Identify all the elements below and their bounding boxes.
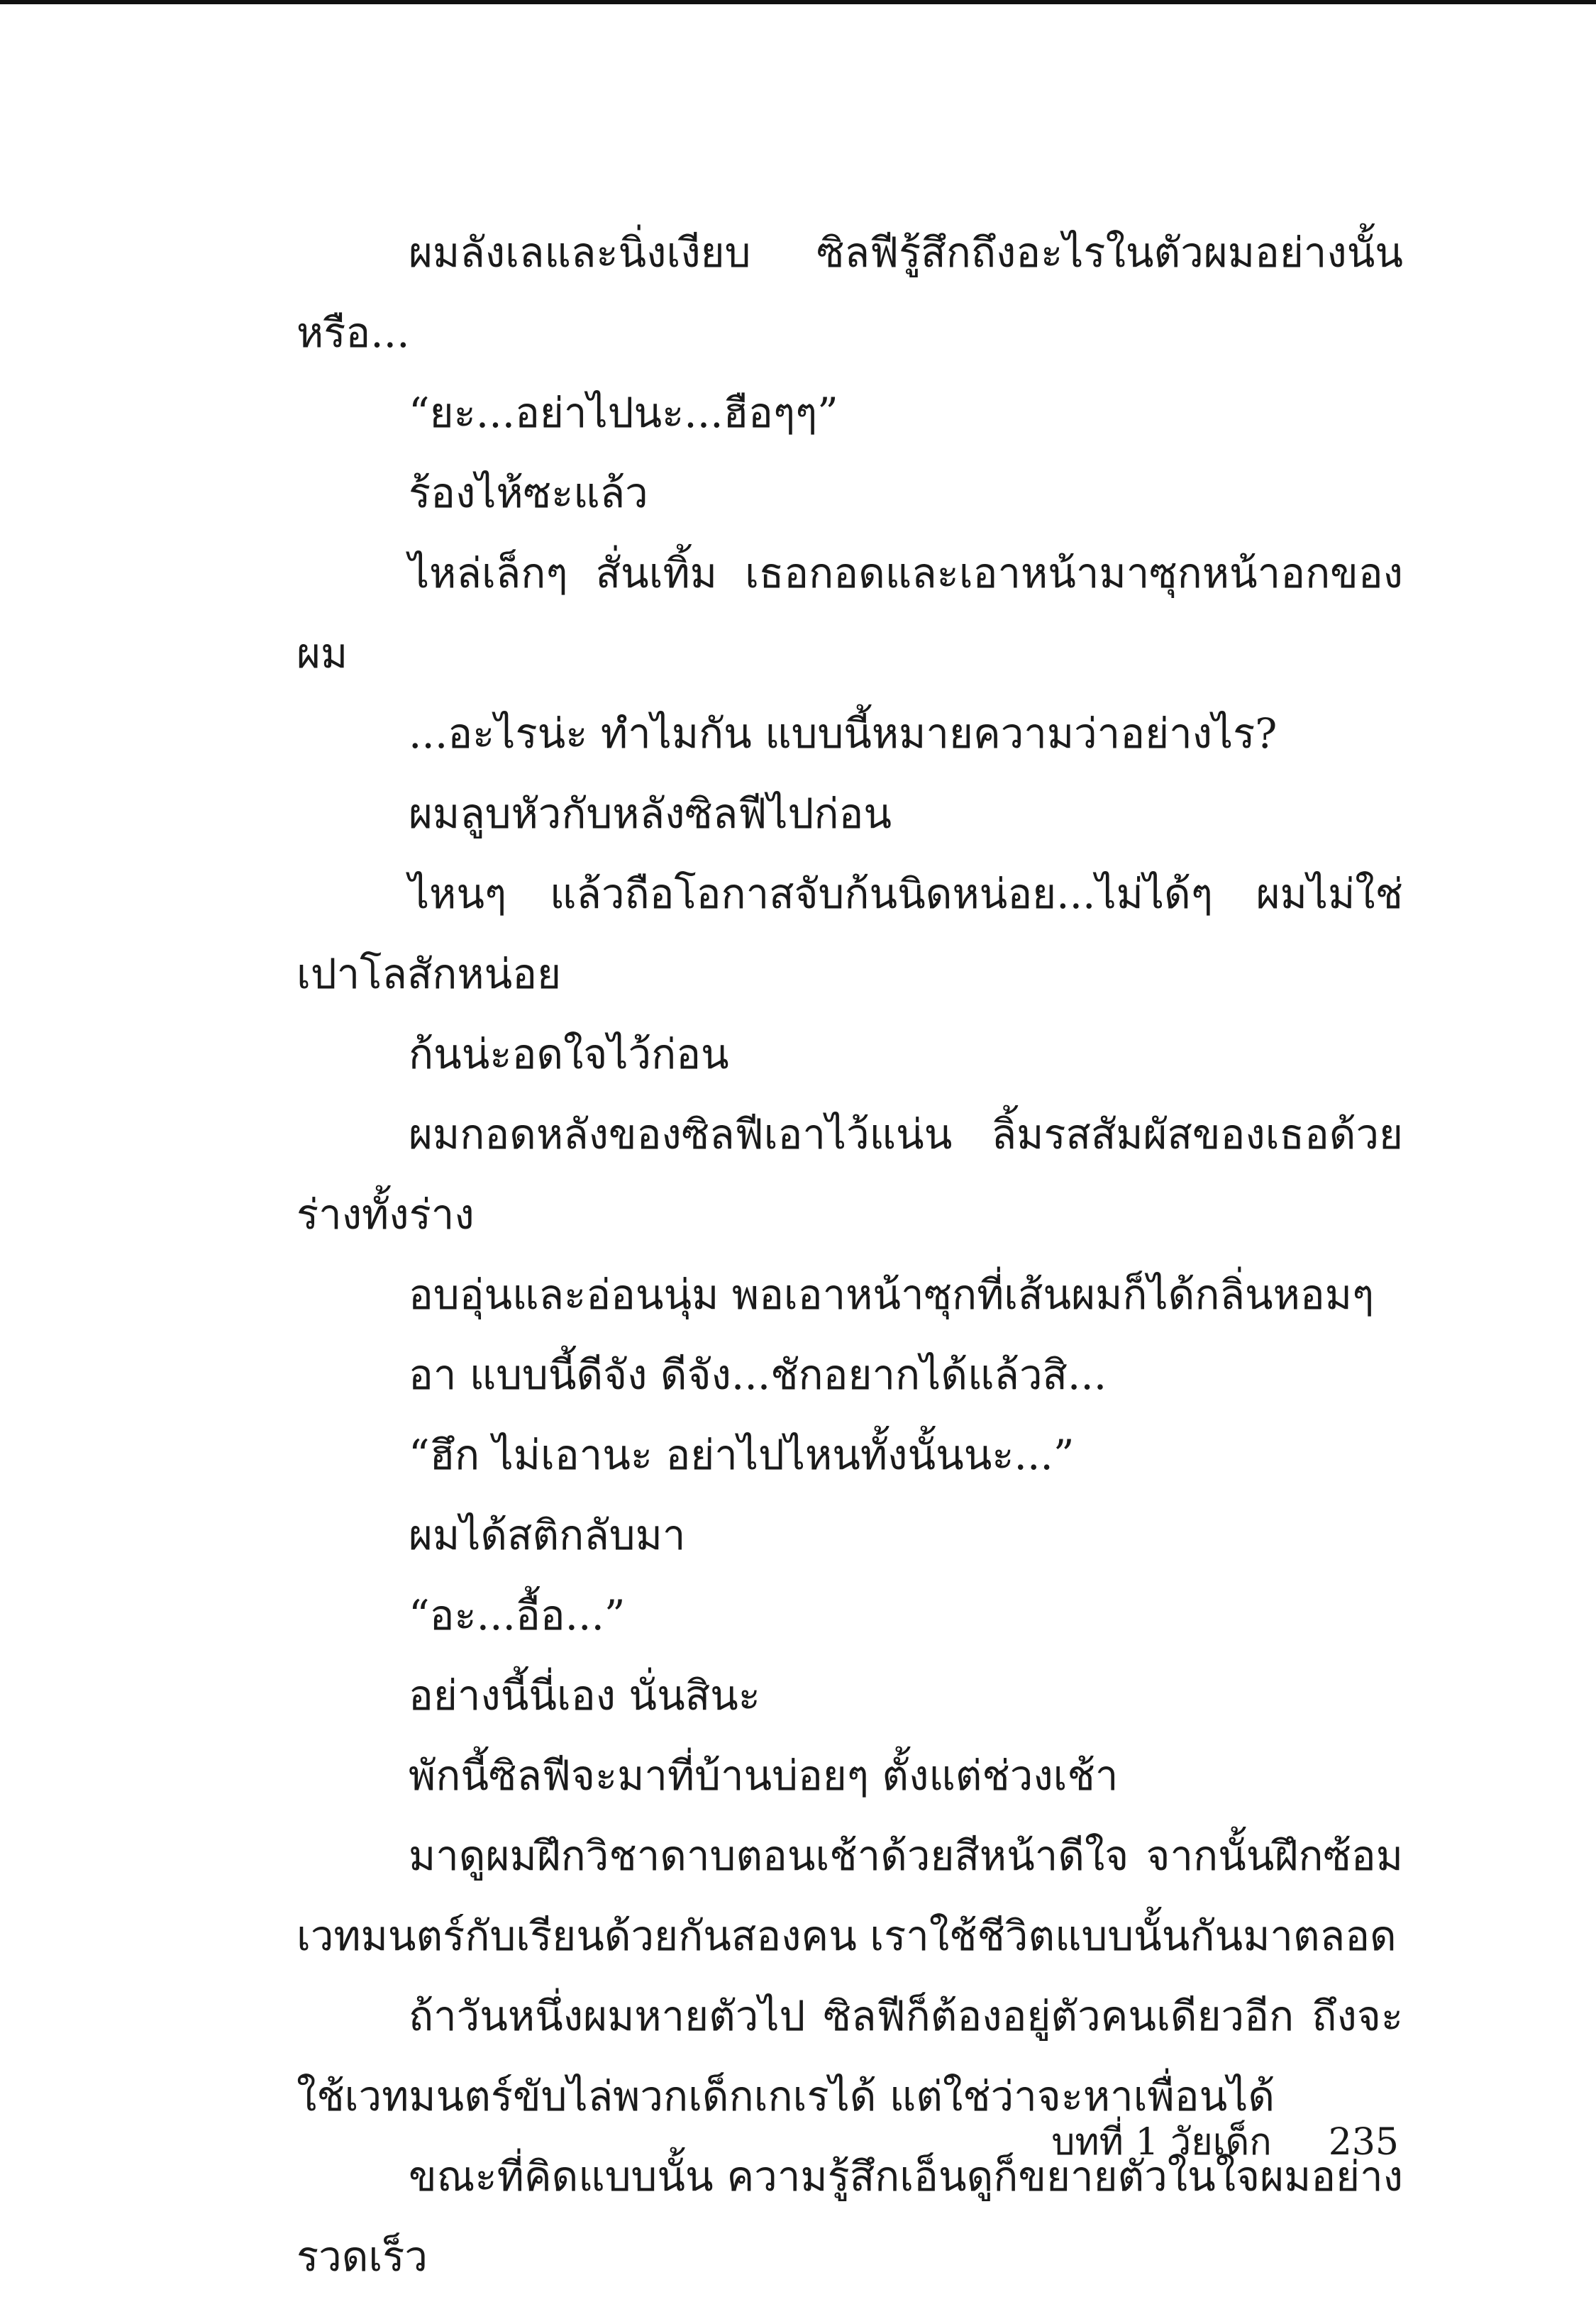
paragraph: ผมลังเลและนิ่งเงียบ ซิลฟีรู้สึกถึงอะไรในตัวผมอย่างนั้นหรือ... <box>297 228 1403 357</box>
page-number: 235 <box>1328 2121 1399 2164</box>
body-text <box>297 213 1403 2297</box>
paragraph: อบอุ่นและอ่อนนุ่ม พอเอาหน้าซุกที่เส้นผมก็ได้กลิ่นหอมๆ <box>409 1271 1375 1319</box>
page-footer <box>1051 2114 1399 2171</box>
paragraph: มาดูผมฝึกวิชาดาบตอนเช้าด้วยสีหน้าดีใจ จากนั้นฝึกซ้อมเวทมนตร์กับเรียนด้วยกันสองคน เราใช้ชีวิตแบบนั้นกันมาตลอด <box>297 1832 1403 1960</box>
paragraph: ไหนๆ แล้วถือโอกาสจับก้นนิดหน่อย...ไม่ได้ๆ ผมไม่ใช่เปาโลสักหน่อย <box>297 870 1403 998</box>
paragraph: ก้นน่ะอดใจไว้ก่อน <box>409 1030 729 1078</box>
paragraph: ผมลูบหัวกับหลังซิลฟีไปก่อน <box>409 790 892 838</box>
paragraph: “อะ...อื้อ...” <box>409 1591 626 1639</box>
paragraph: อา แบบนี้ดีจัง ดีจัง...ชักอยากได้แล้วสิ... <box>409 1351 1107 1399</box>
paragraph: ...อะไรน่ะ ทำไมกัน แบบนี้หมายความว่าอย่างไร? <box>409 709 1278 758</box>
paragraph: ไหล่เล็กๆ สั่นเทิ้ม เธอกอดและเอาหน้ามาซุกหน้าอกของผม <box>297 549 1403 677</box>
paragraph: ผมได้สติกลับมา <box>409 1511 686 1559</box>
chapter-label: บทที่ 1 วัยเด็ก <box>1051 2121 1272 2164</box>
paragraph: ถ้าวันหนึ่งผมหายตัวไป ซิลฟีก็ต้องอยู่ตัวคนเดียวอีก ถึงจะใช้เวทมนตร์ขับไล่พวกเด็กเกเรได้ แต่ใช่ว่าจะหาเพื่อนได้ <box>297 1992 1403 2120</box>
paragraph: อย่างนี้นี่เอง นั่นสินะ <box>409 1671 760 1720</box>
top-border-line <box>0 0 1596 4</box>
paragraph: ร้องไห้ซะแล้ว <box>409 469 648 517</box>
paragraph: “ยะ...อย่าไปนะ...ฮือๆๆ” <box>409 389 838 437</box>
paragraph: ผมกอดหลังของซิลฟีเอาไว้แน่น ลิ้มรสสัมผัสของเธอด้วยร่างทั้งร่าง <box>297 1110 1403 1239</box>
paragraph: “ฮึก ไม่เอานะ อย่าไปไหนทั้งนั้นนะ...” <box>409 1431 1075 1479</box>
paragraph: พักนี้ซิลฟีจะมาที่บ้านบ่อยๆ ตั้งแต่ช่วงเช้า <box>409 1751 1119 1800</box>
paragraph: ขณะที่คิดแบบนั้น ความรู้สึกเอ็นดูก็ขยายตัวในใจผมอย่างรวดเร็ว <box>297 2152 1403 2281</box>
